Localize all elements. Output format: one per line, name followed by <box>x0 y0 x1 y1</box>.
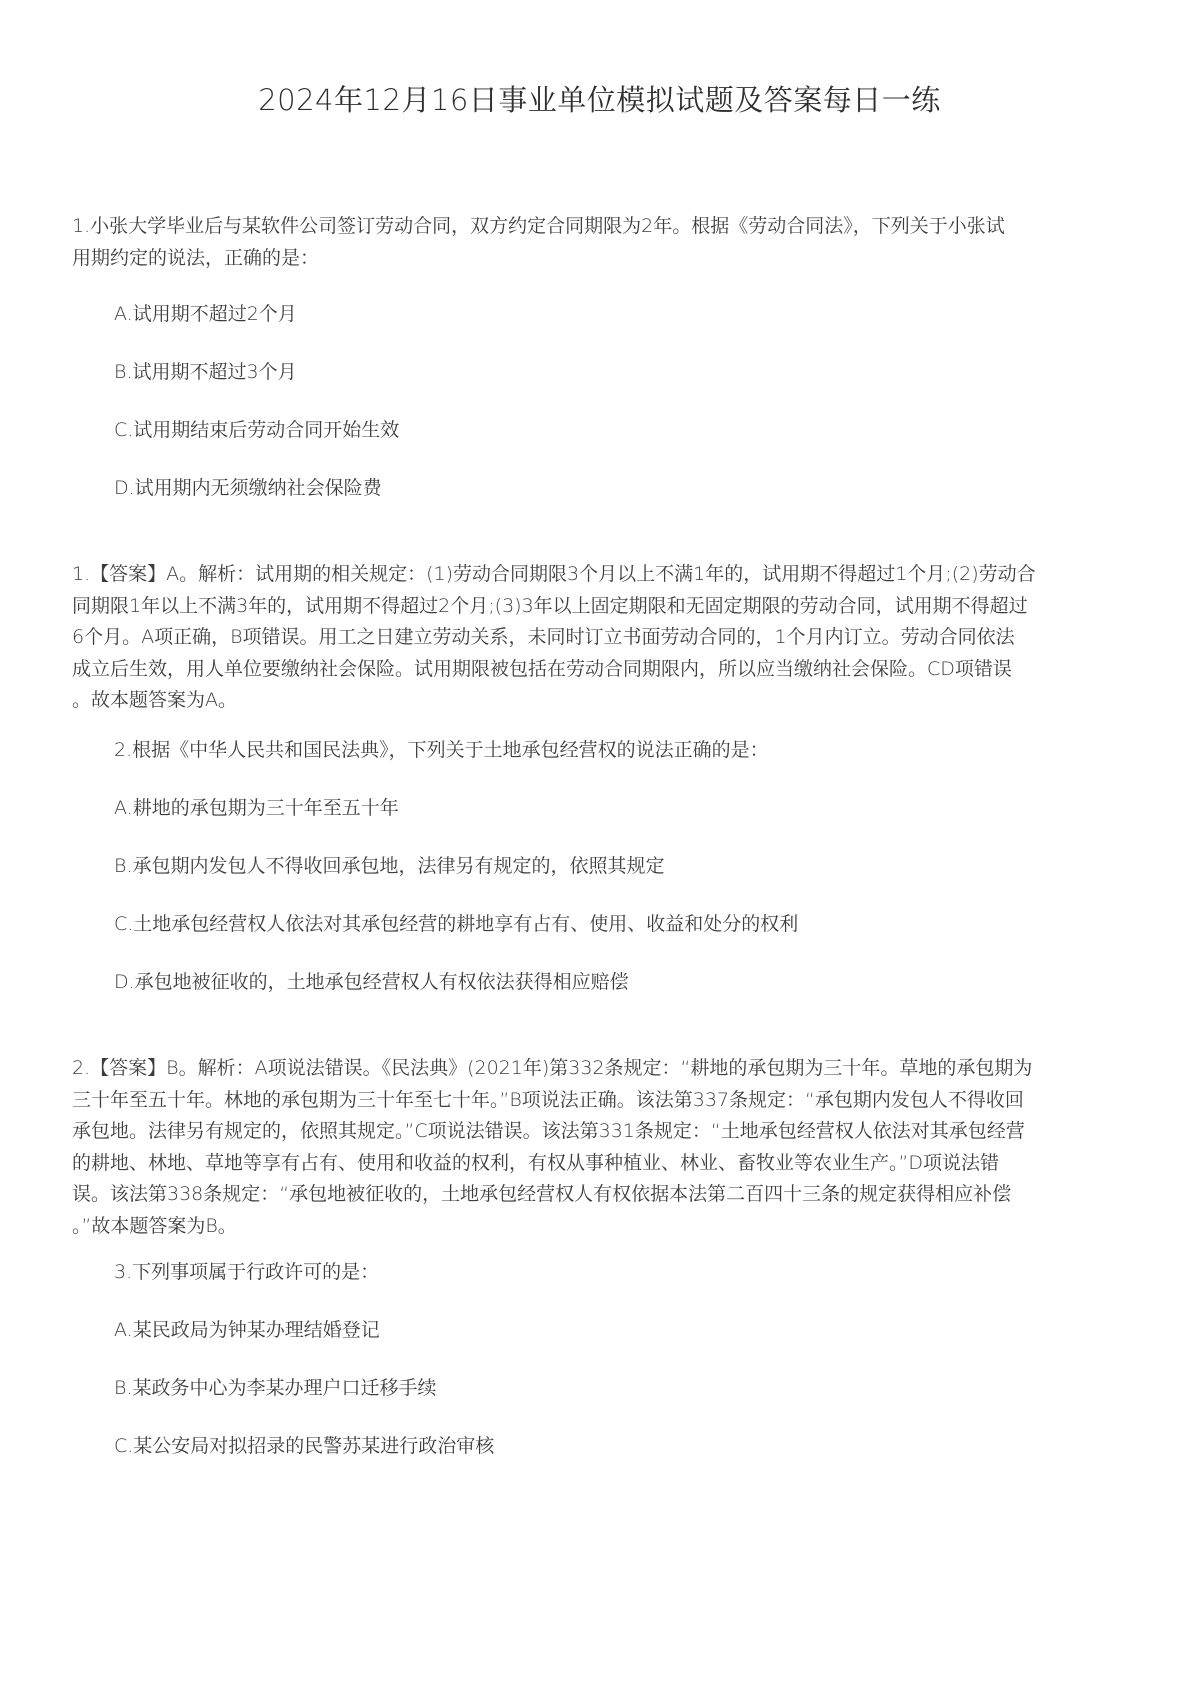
question-1-answer <box>72 559 1132 717</box>
question-3-option-b: B.某政务中心为李某办理户口迁移手续 <box>114 1377 437 1399</box>
question-3-option-a: A.某民政局为钟某办理结婚登记 <box>114 1319 380 1341</box>
document-title: 2024年12月16日事业单位模拟试题及答案每日一练 <box>258 83 941 117</box>
answer-line: 的耕地、林地、草地等享有占有、使用和收益的权利，有权从事种植业、林业、畜牧业等农业生产。”D项说法错 <box>72 1151 999 1174</box>
question-1-stem-line: 用期约定的说法，正确的是： <box>72 246 320 269</box>
answer-line: 同期限1年以上不满3年的，试用期不得超过2个月;(3)3年以上固定期限和无固定期限的劳动合同，试用期不得超过 <box>72 594 1028 617</box>
answer-line: 成立后生效，用人单位要缴纳社会保险。试用期限被包括在劳动合同期限内，所以应当缴纳社会保险。CD项错误 <box>72 657 1012 680</box>
answer-line: 6个月。A项正确，B项错误。用工之日建立劳动关系，未同时订立书面劳动合同的，1个月内订立。劳动合同依法 <box>72 626 1015 649</box>
answer-line: 2.【答案】B。解析：A项说法错误。《民法典》(2021年)第332条规定：“耕地的承包期为三十年。草地的承包期为 <box>72 1057 1033 1079</box>
question-1-option-b: B.试用期不超过3个月 <box>114 361 297 383</box>
question-1-option-c: C.试用期结束后劳动合同开始生效 <box>114 419 400 441</box>
answer-line: 1.【答案】A。解析：试用期的相关规定：(1)劳动合同期限3个月以上不满1年的，试用期不得超过1个月;(2)劳动合 <box>72 563 1036 585</box>
answer-line: 。故本题答案为A。 <box>72 689 237 712</box>
question-2-option-d: D.承包地被征收的，土地承包经营权人有权依法获得相应赔偿 <box>114 971 629 993</box>
answer-line: 承包地。法律另有规定的，依照其规定。”C项说法错误。该法第331条规定：“土地承包经营权人依法对其承包经营 <box>72 1120 1025 1143</box>
question-2-answer <box>72 1053 1132 1243</box>
question-3-option-c: C.某公安局对拟招录的民警苏某进行政治审核 <box>114 1435 495 1457</box>
answer-line: 误。该法第338条规定：“承包地被征收的，土地承包经营权人有权依据本法第二百四十三条的规定获得相应补偿 <box>72 1183 1012 1206</box>
answer-line: 三十年至五十年。林地的承包期为三十年至七十年。”B项说法正确。该法第337条规定：“承包期内发包人不得收回 <box>72 1088 1024 1111</box>
question-3-stem: 3.下列事项属于行政许可的是： <box>114 1261 380 1283</box>
answer-line: 。”故本题答案为B。 <box>72 1214 237 1237</box>
question-2-option-a: A.耕地的承包期为三十年至五十年 <box>114 797 399 819</box>
question-2-stem: 2.根据《中华人民共和国民法典》，下列关于土地承包经营权的说法正确的是： <box>114 739 769 761</box>
question-1-option-d: D.试用期内无须缴纳社会保险费 <box>114 477 382 499</box>
question-1-stem-line: 1.小张大学毕业后与某软件公司签订劳动合同，双方约定合同期限为2年。根据《劳动合同法》，下列关于小张试 <box>72 215 1005 237</box>
question-1-option-a: A.试用期不超过2个月 <box>114 303 297 325</box>
question-2-option-b: B.承包期内发包人不得收回承包地，法律另有规定的，依照其规定 <box>114 855 665 877</box>
question-2-option-c: C.土地承包经营权人依法对其承包经营的耕地享有占有、使用、收益和处分的权利 <box>114 913 799 935</box>
question-1-stem <box>72 211 1132 274</box>
